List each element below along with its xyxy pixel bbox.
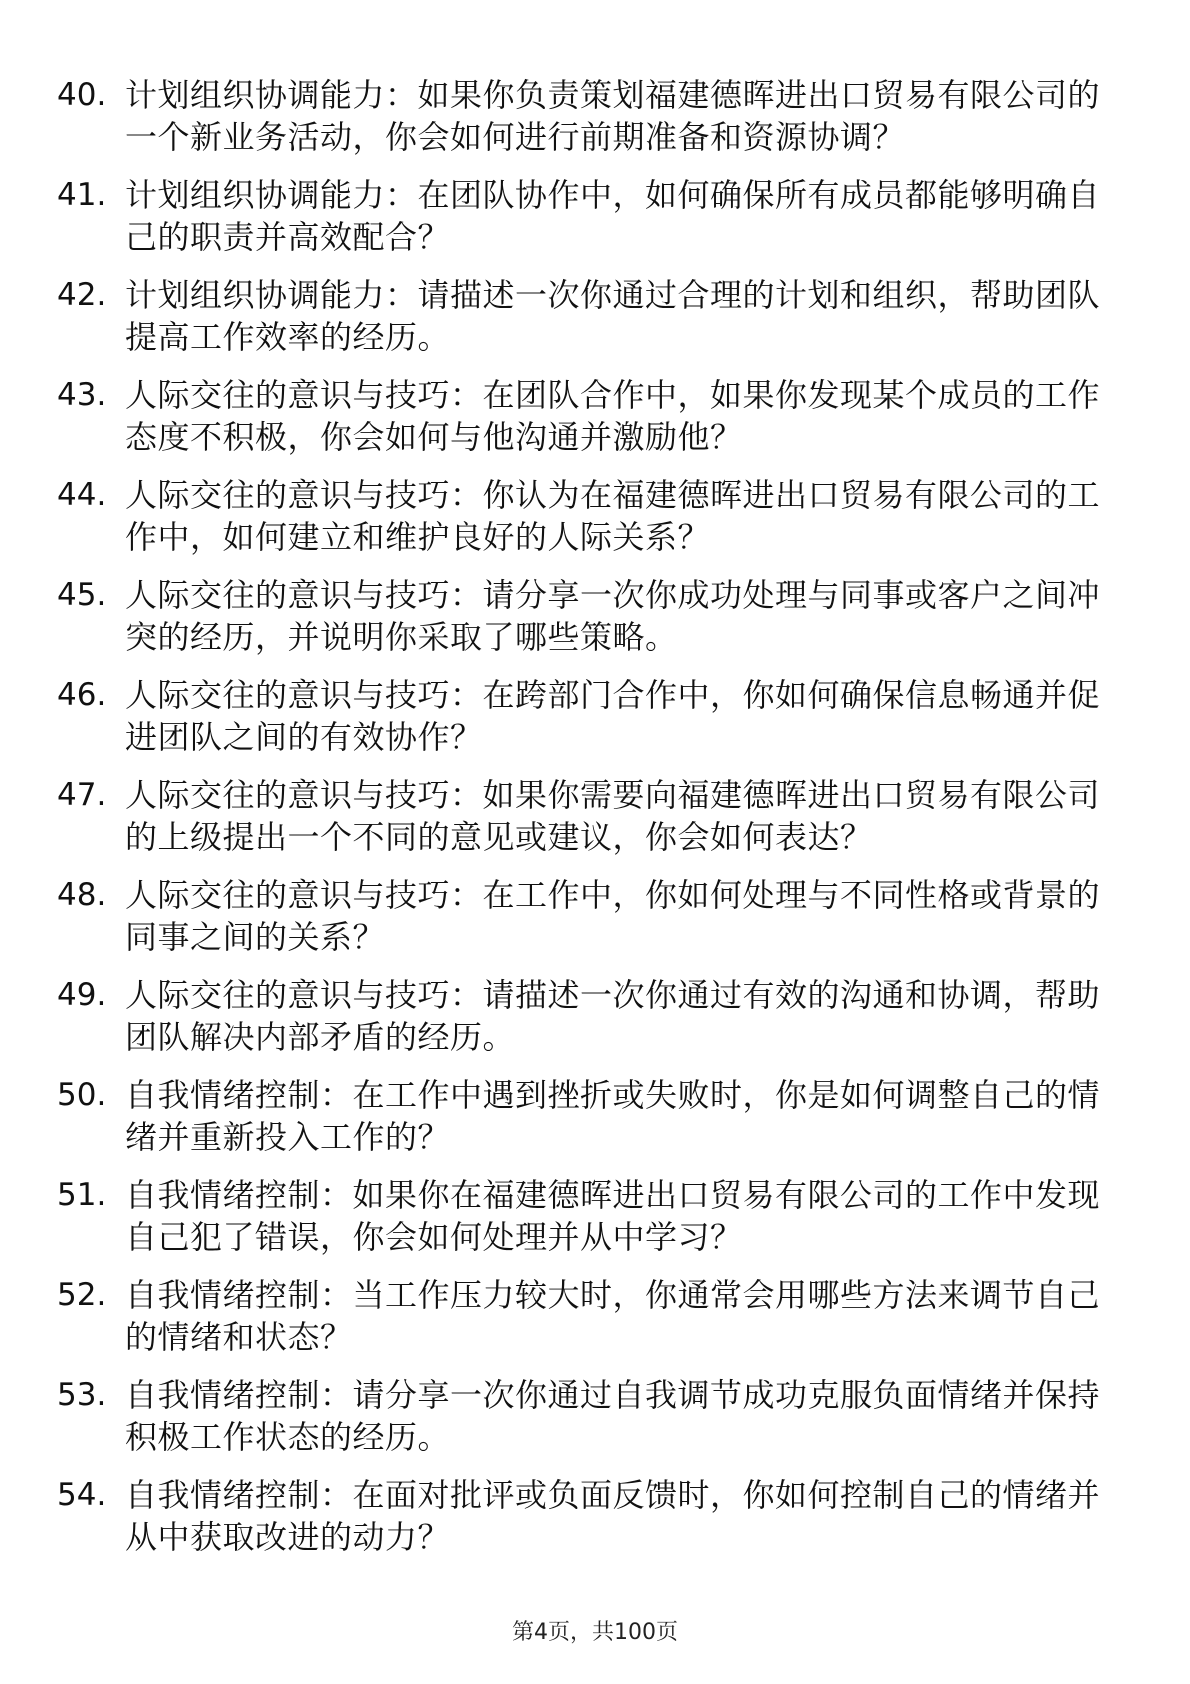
list-item <box>57 1374 1117 1474</box>
list-item <box>57 474 1117 574</box>
question-text: 计划组织协调能力：请描述一次你通过合理的计划和组织，帮助团队提高工作效率的经历。 <box>125 276 1101 356</box>
question-number: 47. <box>57 777 107 813</box>
question-text: 计划组织协调能力：在团队协作中，如何确保所有成员都能够明确自己的职责并高效配合？ <box>125 176 1101 256</box>
question-text: 自我情绪控制：在工作中遇到挫折或失败时，你是如何调整自己的情绪并重新投入工作的？ <box>125 1076 1101 1156</box>
question-text: 人际交往的意识与技巧：请描述一次你通过有效的沟通和协调，帮助团队解决内部矛盾的经历。 <box>125 976 1101 1056</box>
question-text: 人际交往的意识与技巧：在团队合作中，如果你发现某个成员的工作态度不积极，你会如何与他沟通并激励他？ <box>125 376 1101 456</box>
question-number: 44. <box>57 477 107 513</box>
question-text: 计划组织协调能力：如果你负责策划福建德晖进出口贸易有限公司的一个新业务活动，你会如何进行前期准备和资源协调？ <box>125 76 1101 156</box>
question-number: 52. <box>57 1277 107 1313</box>
list-item <box>57 674 1117 774</box>
question-text: 自我情绪控制：当工作压力较大时，你通常会用哪些方法来调节自己的情绪和状态？ <box>125 1276 1101 1356</box>
list-item <box>57 1074 1117 1174</box>
question-number: 49. <box>57 977 107 1013</box>
question-number: 41. <box>57 177 107 213</box>
list-item <box>57 174 1117 274</box>
question-number: 53. <box>57 1377 107 1413</box>
list-item <box>57 274 1117 374</box>
list-item <box>57 774 1117 874</box>
question-text: 人际交往的意识与技巧：你认为在福建德晖进出口贸易有限公司的工作中，如何建立和维护良好的人际关系？ <box>125 476 1101 556</box>
question-number: 42. <box>57 277 107 313</box>
list-item <box>57 974 1117 1074</box>
list-item <box>57 74 1117 174</box>
list-item <box>57 1474 1117 1574</box>
question-number: 45. <box>57 577 107 613</box>
question-number: 43. <box>57 377 107 413</box>
question-text: 人际交往的意识与技巧：在跨部门合作中，你如何确保信息畅通并促进团队之间的有效协作？ <box>125 676 1101 756</box>
page-number-footer: 第4页，共100页 <box>512 1620 678 1645</box>
question-text: 人际交往的意识与技巧：如果你需要向福建德晖进出口贸易有限公司的上级提出一个不同的意见或建议，你会如何表达？ <box>125 776 1101 856</box>
question-list <box>57 74 1117 1574</box>
question-number: 51. <box>57 1177 107 1213</box>
question-text: 人际交往的意识与技巧：请分享一次你成功处理与同事或客户之间冲突的经历，并说明你采取了哪些策略。 <box>125 576 1101 656</box>
list-item <box>57 1274 1117 1374</box>
question-number: 48. <box>57 877 107 913</box>
question-number: 54. <box>57 1477 107 1513</box>
question-text: 自我情绪控制：请分享一次你通过自我调节成功克服负面情绪并保持积极工作状态的经历。 <box>125 1376 1101 1456</box>
list-item <box>57 574 1117 674</box>
list-item <box>57 874 1117 974</box>
question-number: 46. <box>57 677 107 713</box>
question-text: 自我情绪控制：如果你在福建德晖进出口贸易有限公司的工作中发现自己犯了错误，你会如何处理并从中学习？ <box>125 1176 1101 1256</box>
question-text: 人际交往的意识与技巧：在工作中，你如何处理与不同性格或背景的同事之间的关系？ <box>125 876 1101 956</box>
question-text: 自我情绪控制：在面对批评或负面反馈时，你如何控制自己的情绪并从中获取改进的动力？ <box>125 1476 1101 1556</box>
list-item <box>57 1174 1117 1274</box>
question-number: 50. <box>57 1077 107 1113</box>
list-item <box>57 374 1117 474</box>
question-number: 40. <box>57 77 107 113</box>
